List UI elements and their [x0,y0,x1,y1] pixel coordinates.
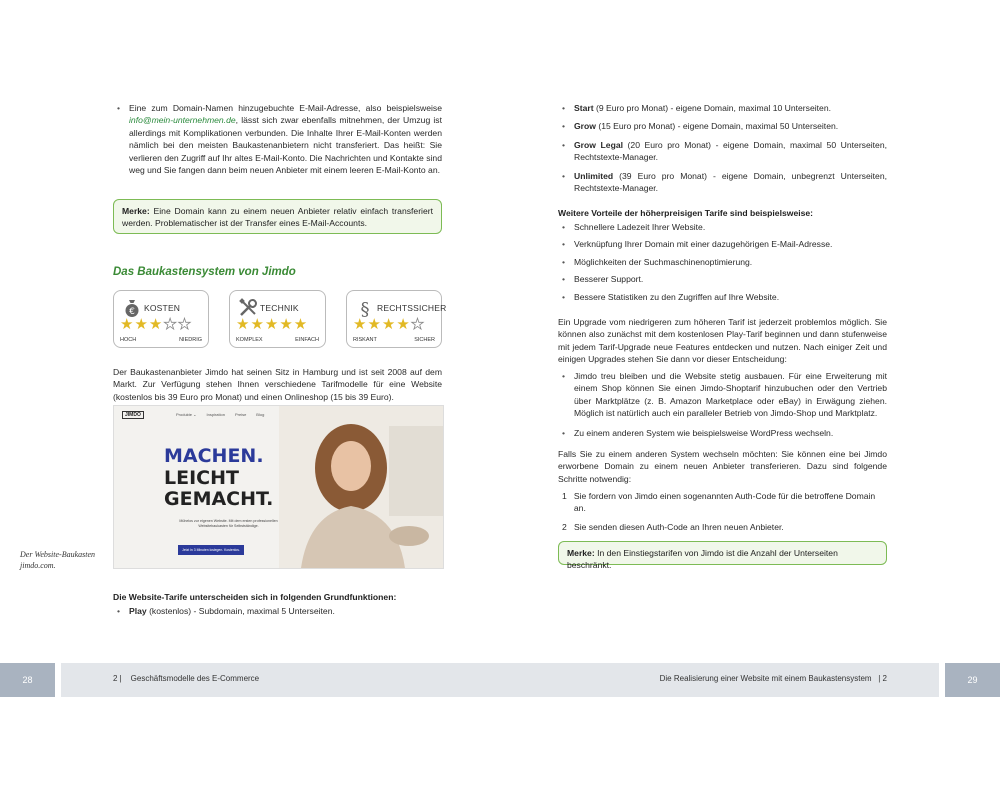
tariff-name: Grow Legal [574,139,623,150]
jimdo-website-screenshot [113,405,444,569]
jimdo-nav-item[interactable]: Preise [234,412,247,417]
badge-low-label: RISKANT [353,337,377,343]
step-number: 1 [562,491,567,501]
tariff-desc: (20 Euro pro Monat) - eigene Domain, maximal 50 Unterseiten, Rechtstexte-Manager. [574,139,888,163]
decision-list [558,370,887,444]
steps-list [558,490,887,533]
jimdo-subtext: Mühelos zur eigenen Website. Mit dem ersten professionellen Websitebaukasten für Selbstständige. [179,519,278,528]
money-bag-icon [122,298,142,318]
upgrade-paragraph: Ein Upgrade vom niedrigeren zum höheren Tarif ist jederzeit problemlos möglich. Sie können also zunächst mit dem kostenlosen Play-Tarif beginnen und dann stufenweise mit jedem Tarif-Upgrade neue Features entdecken und nutzen. Nach einiger Zeit und einigen Upgrades stehen Sie dann vor dieser Entscheidung: [558,317,887,365]
bullet-email-transfer [113,102,442,181]
tariff-name: Unlimited [574,170,614,181]
decision-item: • Jimdo treu bleiben und die Website stetig ausbauen. Für eine Erweiterung mit einem Shop können Sie einen Jimdo-Shoptarif hinzubuchen oder den Vertrieb über Marktplätze (z. B. Amazon Marketplace oder eBay) in Erwägung ziehen. Möglich ist natürlich auch ein paralleler Betrieb von Jimdo-Shop und Marktplatz. [558,370,887,420]
tariff-desc: (39 Euro pro Monat) - eigene Domain, unbegrenzt Unterseiten, Rechtstexte-Manager. [574,170,887,194]
tariff-name: Start [574,103,594,113]
merke-text: Eine Domain kann zu einem neuen Anbieter relativ einfach transferiert werden. Problematischer ist der Transfer eines E-Mail-Accounts. [122,206,433,229]
svg-text:§: § [360,299,370,318]
footer-chapter-right: Die Realisierung einer Website mit einem Baukastensystem | 2 [659,674,887,683]
star-rating: ★★★★★ [236,316,309,333]
footer-chapter-left: 2 | Geschäftsmodelle des E-Commerce [113,674,260,683]
svg-text:€: € [129,307,135,317]
switch-paragraph: Falls Sie zu einem anderen System wechseln möchten: Sie können eine bei Jimdo erworbene Domain zu einem neuen Anbieter transferieren. Dazu sind folgende Schritte notwendig: [558,449,887,484]
tariff-play [113,605,442,622]
tariff-desc: (9 Euro pro Monat) - eigene Domain, maximal 10 Unterseiten. [593,103,831,113]
tariff-desc: (kostenlos) - Subdomain, maximal 5 Unterseiten. [146,606,335,616]
tariffs-heading: Die Website-Tarife unterscheiden sich in folgenden Grundfunktionen: [113,592,397,602]
badge-low-label: HOCH [120,337,137,343]
merke-text: In den Einstiegstarifen von Jimdo ist die Anzahl der Unterseiten beschränkt. [567,548,838,571]
tariff-item [558,102,887,114]
jimdo-cta-button[interactable]: Jetzt in 3 Minuten loslegen. Kostenlos. [178,545,244,555]
badge-title: RECHTSSICHER [377,303,447,313]
paragraph-icon [355,298,375,318]
headline-line: GEMACHT. [164,488,274,510]
advantage-item: • Möglichkeiten der Suchmaschinenoptimierung. [558,256,887,268]
step-text: Sie fordern von Jimdo einen sogenannten Auth-Code für die betroffene Domain an. [573,491,876,514]
headline-line: LEICHT [164,467,239,489]
tariff-item [558,170,887,195]
merke-box-2 [558,541,887,571]
portrait-photo [279,406,443,568]
step-text: Sie senden diesen Auth-Code an Ihren neuen Anbieter. [574,521,784,532]
badge-kosten [113,290,209,348]
jimdo-nav-item[interactable]: Inspiration [206,412,225,417]
page-number-left: 28 [0,663,55,697]
decision-item: • Zu einem anderen System wie beispielsweise WordPress wechseln. [558,427,887,439]
badge-high-label: SICHER [414,337,435,343]
step-number: 2 [562,521,567,532]
badge-high-label: EINFACH [295,337,319,343]
caption-line: jimdo.com. [20,561,56,570]
jimdo-headline-2 [164,468,273,510]
advantage-item: • Schnellere Ladezeit Ihrer Website. [558,221,887,233]
step-item [558,521,887,533]
footer-bar [61,663,939,697]
tariff-name: Grow [574,121,596,132]
caption-line: Der Website-Baukasten [20,550,96,559]
tariff-desc: (15 Euro pro Monat) - eigene Domain, maximal 50 Unterseiten. [595,121,839,132]
figure-caption [20,549,95,571]
tariff-item [558,120,887,132]
jimdo-nav-item[interactable]: Blog [256,412,265,417]
bullet-email-text-pre: Eine zum Domain-Namen hinzugebuchte E-Mail-Adresse, also beispielsweise [129,103,442,113]
step-item [558,490,887,515]
jimdo-nav-item[interactable]: Produkte ⌄ [176,412,197,417]
tariff-name: Play [129,606,147,616]
advantages-list [558,221,887,308]
wrench-screwdriver-icon [238,298,258,318]
jimdo-headline [164,446,264,467]
page-number-right: 29 [945,663,1000,697]
badge-title: KOSTEN [144,303,181,313]
merke-box-1 [113,199,442,234]
merke-label: Merke: [122,206,150,216]
advantages-heading: Weitere Vorteile der höherpreisigen Tarife sind beispielsweise: [558,208,814,218]
jimdo-intro-paragraph: Der Baukastenanbieter Jimdo hat seinen Sitz in Hamburg und ist seit 2008 auf dem Markt. Zur Verfügung stehen Ihnen verschiedene Tarifmodelle für eine Website (kostenlos bis 39 Euro pro Monat) und einen Onlineshop (15 bis 39 Euro). [113,367,442,402]
tariff-item [558,139,887,164]
jimdo-logo: JIMDO [122,411,144,419]
advantage-item: • Bessere Statistiken zu den Zugriffen auf Ihre Website. [558,291,887,303]
star-rating: ★★★★★ [353,316,426,333]
merke-label: Merke: [567,548,595,558]
advantage-item: • Verknüpfung Ihrer Domain mit einer dazugehörigen E-Mail-Adresse. [558,238,887,250]
badge-low-label: KOMPLEX [236,337,263,343]
badge-title: TECHNIK [260,303,299,313]
section-heading: Das Baukastensystem von Jimdo [113,266,296,278]
email-example-link[interactable]: info@mein-unternehmen.de [129,115,236,126]
bullet-email-text-post: , lässt sich zwar ebenfalls mitnehmen, der Umzug ist allerdings mit Komplikationen verbunden. Die Inhalte Ihrer E-Mail-Konten werden nämlich bei den meisten Baukastenanbietern nicht transferiert. Das heißt: Sie verlieren den Zugriff auf Ihr altes E-Mail-Konto. Die Nachrichten und Kontakte sind weg und Sie fangen dann beim neuen Anbieter mit einem leeren E-Mail-Konto an. [129,115,442,176]
badge-high-label: NIEDRIG [179,337,202,343]
jimdo-nav [176,412,264,417]
badge-technik [229,290,326,348]
headline-line: MACHEN. [164,445,264,467]
tariff-list [558,102,887,199]
advantage-item: • Besserer Support. [558,273,887,285]
badge-rechtssicher [346,290,447,348]
star-rating: ★★★★★ [120,316,193,333]
